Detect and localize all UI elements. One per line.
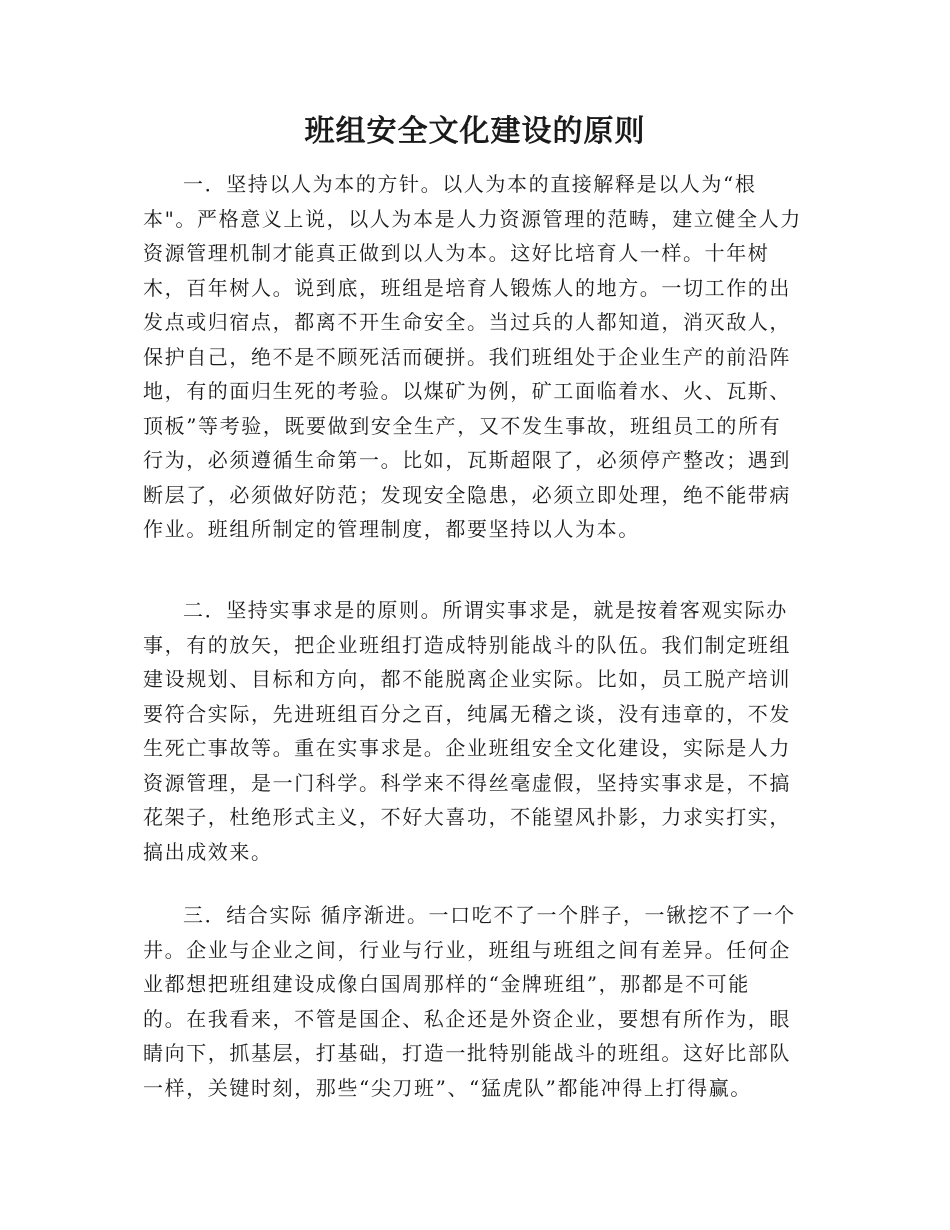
paragraph-line: 发点或归宿点，都离不开生命安全。当过兵的人都知道，消灭敌人， <box>143 310 791 334</box>
paragraph-line: 资源管理，是一门科学。科学来不得丝毫虚假，坚持实事求是，不搞 <box>143 770 791 795</box>
paragraph-principle-2 <box>143 593 808 869</box>
paragraph-line: 顶板”等考验，既要做到安全生产，又不发生事故，班组员工的所有 <box>143 413 782 438</box>
paragraph-line: 搞出成效来。 <box>143 839 273 864</box>
paragraph-line: 木，百年树人。说到底，班组是培育人锻炼人的地方。一切工作的出 <box>143 275 791 300</box>
paragraph-line: 业都想把班组建设成像白国周那样的“金牌班组”，那都是不可能 <box>143 972 750 996</box>
paragraph-line: 二．坚持实事求是的原则。所谓实事求是，就是按着客观实际办 <box>183 598 788 622</box>
paragraph-line: 事，有的放矢，把企业班组打造成特别能战斗的队伍。我们制定班组 <box>143 632 791 657</box>
document-title: 班组安全文化建设的原则 <box>304 114 646 149</box>
paragraph-principle-1 <box>143 167 808 547</box>
paragraph-line: 断层了，必须做好防范；发现安全隐患，必须立即处理，绝不能带病 <box>143 482 791 507</box>
paragraph-line: 建设规划、目标和方向，都不能脱离企业实际。比如，员工脱产培训 <box>143 667 791 691</box>
paragraph-line: 睛向下，抓基层，打基础，打造一批特别能战斗的班组。这好比部队 <box>143 1041 791 1065</box>
paragraph-line: 要符合实际，先进班组百分之百，纯属无稽之谈，没有违章的，不发 <box>143 701 791 726</box>
paragraph-line: 一．坚持以人为本的方针。以人为本的直接解释是以人为“根 <box>183 172 757 196</box>
paragraph-line: 资源管理机制才能真正做到以人为本。这好比培育人一样。十年树 <box>143 241 770 265</box>
paragraph-line: 井。企业与企业之间，行业与行业，班组与班组之间有差异。任何企 <box>143 937 791 962</box>
paragraph-line: 三．结合实际 循序渐进。一口吃不了一个胖子，一锹挖不了一个 <box>183 903 796 927</box>
paragraph-line: 保护自己，绝不是不顾死活而硬拼。我们班组处于企业生产的前沿阵 <box>143 344 791 369</box>
paragraph-line: 生死亡事故等。重在实事求是。企业班组安全文化建设，实际是人力 <box>143 736 791 760</box>
paragraph-line: 的。在我看来，不管是国企、私企还是外资企业，要想有所作为，眼 <box>143 1006 791 1031</box>
paragraph-principle-3 <box>143 898 808 1105</box>
paragraph-line: 行为，必须遵循生命第一。比如，瓦斯超限了，必须停产整改；遇到 <box>143 448 791 472</box>
paragraph-line: 花架子，杜绝形式主义，不好大喜功，不能望风扑影，力求实打实， <box>143 805 791 829</box>
paragraph-line: 地，有的面归生死的考验。以煤矿为例，矿工面临着水、火、瓦斯、 <box>143 379 791 403</box>
paragraph-line: 本"。严格意义上说，以人为本是人力资源管理的范畴，建立健全人力 <box>143 206 802 231</box>
paragraph-line: 作业。班组所制定的管理制度，都要坚持以人为本。 <box>143 517 640 541</box>
paragraph-line: 一样，关键时刻，那些“尖刀班”、“猛虎队”都能冲得上打得赢。 <box>143 1075 752 1100</box>
